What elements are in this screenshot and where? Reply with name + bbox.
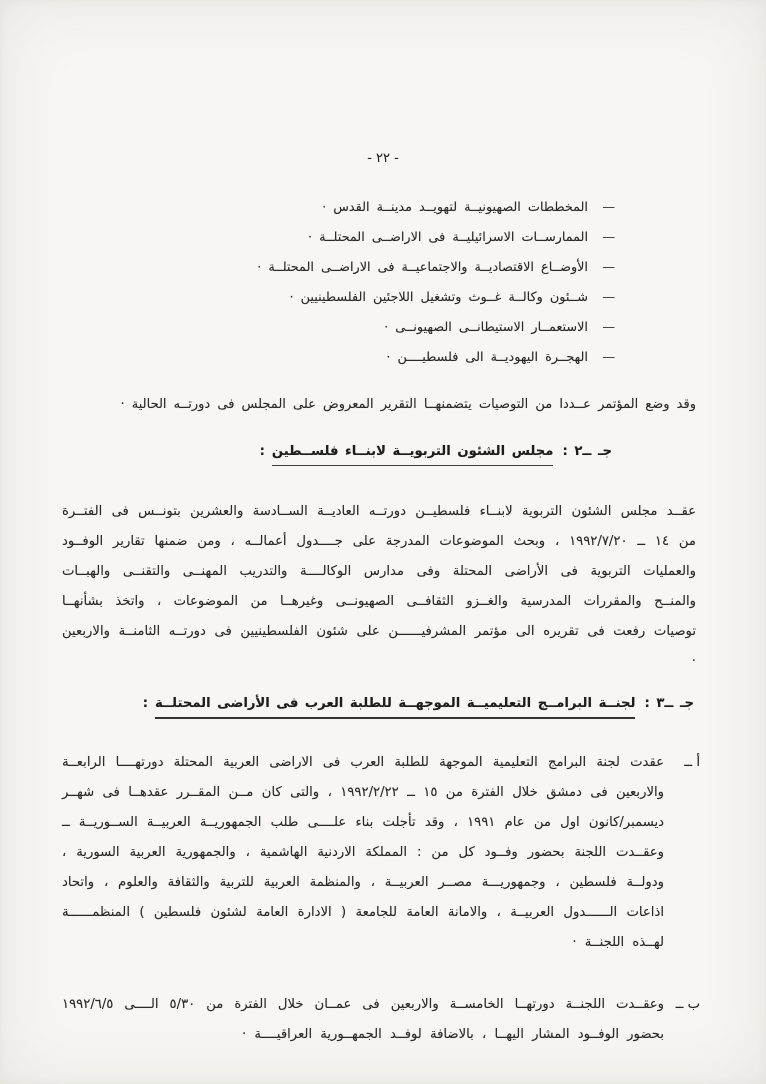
dash-bullet-icon: — bbox=[602, 350, 614, 365]
page-number: - ٢٢ - bbox=[367, 151, 399, 166]
topic-text: المخططات الصهيونيــة لتهويــد مدينــة القدس · bbox=[322, 200, 588, 215]
section-heading-c3 bbox=[143, 696, 694, 711]
list-item bbox=[60, 318, 614, 338]
section-c2-body: عقــد مجلس الشئون التربوية لابنــاء فلسطيــن دورتــه العاديــة الســادسة والعشرين بتونــس فى الفتــرة من ١٤ ــ ١٩٩٢/٧/٢٠ ، وبحث الموضوعات المدرجة على جــــدول أعمالــه ، ومن ضمنها تقارير الوفــود والعمليات التربوية فى الأراضى المحتلة وفى مدارس الوكالــــة والتدريب المهنــى والتقنــى والهبــات والمنــح والمقررات المدرسية والغــزو الثقافــى الصهيونــى وغيرهــا من الموضوعات ، واتخذ بشأنهــا توصيات رفعت فى تقريره الى مؤتمر المشرفيــــــن على شئون الفلسطينيين فى دورتــه الثامنــة والاربعين · bbox=[62, 504, 697, 669]
list-item bbox=[60, 198, 614, 218]
item-text: وعقــدت اللجنــة دورتهــا الخامســة والاربعين فى عمــان خلال الفترة من ٥/٣٠ الــــى ١٩٩٢/٦/٥ بحضور الوفــود المشار اليهــا ، بالاضافة لوفــد الجمهــورية العراقيــــة · bbox=[62, 997, 664, 1042]
item-marker: ب ــ bbox=[675, 997, 700, 1012]
topics-list bbox=[60, 198, 614, 378]
section-colon: : bbox=[259, 444, 265, 459]
section-title: لجنــة البرامــج التعليميــة الموجهــة للطلبة العرب فى الأراضى المحتلــة bbox=[155, 696, 635, 719]
section-colon: : bbox=[142, 696, 149, 711]
topic-text: الأوضــاع الاقتصاديــة والاجتماعيــة فى الاراضــى المحتلــة · bbox=[257, 260, 588, 275]
topic-text: الاستعمــار الاستيطانــى الصهيونــى · bbox=[384, 320, 588, 335]
section-heading-c2 bbox=[260, 444, 612, 459]
section-title: مجلس الشئون التربويــة لابنــاء فلســطين bbox=[272, 444, 554, 466]
lettered-item-a bbox=[62, 748, 700, 958]
list-item bbox=[60, 288, 614, 308]
intro-paragraph: وقد وضع المؤتمر عــددا من التوصيات يتضمنهــا التقرير المعروض على المجلس فى دورتــه الحالية · bbox=[120, 397, 696, 412]
dash-bullet-icon: — bbox=[602, 320, 614, 335]
section-number: جـ ــ٣ : bbox=[644, 696, 694, 711]
topic-text: شــئون وكالــة غــوث وتشغيل اللاجئين الفلسطينيين · bbox=[289, 290, 588, 305]
item-marker: أ ــ bbox=[684, 755, 700, 770]
dash-bullet-icon: — bbox=[602, 200, 614, 215]
item-text: عقدت لجنة البرامج التعليمية الموجهة للطلبة العرب فى الاراضى العربية المحتلة دورتهــــا الرابعــة والاربعين فى دمشق خلال الفترة من ١٥ ــ ١٩٩٢/٢/٢٢ ، والتى كان مــن المقــرر عقدهــا فى شهــر ديسمبر/كانون اول من عام ١٩٩١ ، وقد تأجلت بناء علــــى طلب الجمهوريــة العربيــة الســوريــة ــ وعقــدت اللجنة بحضور وفــود كل من : المملكة الاردنية الهاشمية ، والجمهورية العربية السورية ، ودولــة فلسطين ، وجمهوريـــة مصــر العربيــة ، والمنظمة العربية للتربية والثقافة والعلوم ، واتحاد اذاعات الــــــدول العربيــة ، والامانة العامة للجامعة ( الادارة العامة لشئون فلسطين ) المنظمــــــة لهــذه اللجنــة · bbox=[62, 755, 664, 950]
list-item bbox=[60, 228, 614, 248]
list-item bbox=[60, 348, 614, 368]
topic-text: الهجــرة اليهوديــة الى فلسطيــــن · bbox=[386, 350, 588, 365]
list-item bbox=[60, 258, 614, 278]
lettered-item-b bbox=[62, 990, 700, 1050]
section-number: جـ ــ٢ : bbox=[562, 444, 612, 459]
dash-bullet-icon: — bbox=[602, 230, 614, 245]
dash-bullet-icon: — bbox=[602, 260, 614, 275]
topic-text: الممارســات الاسرائيليــة فى الاراضــى المحتلــة · bbox=[308, 230, 588, 245]
dash-bullet-icon: — bbox=[602, 290, 614, 305]
